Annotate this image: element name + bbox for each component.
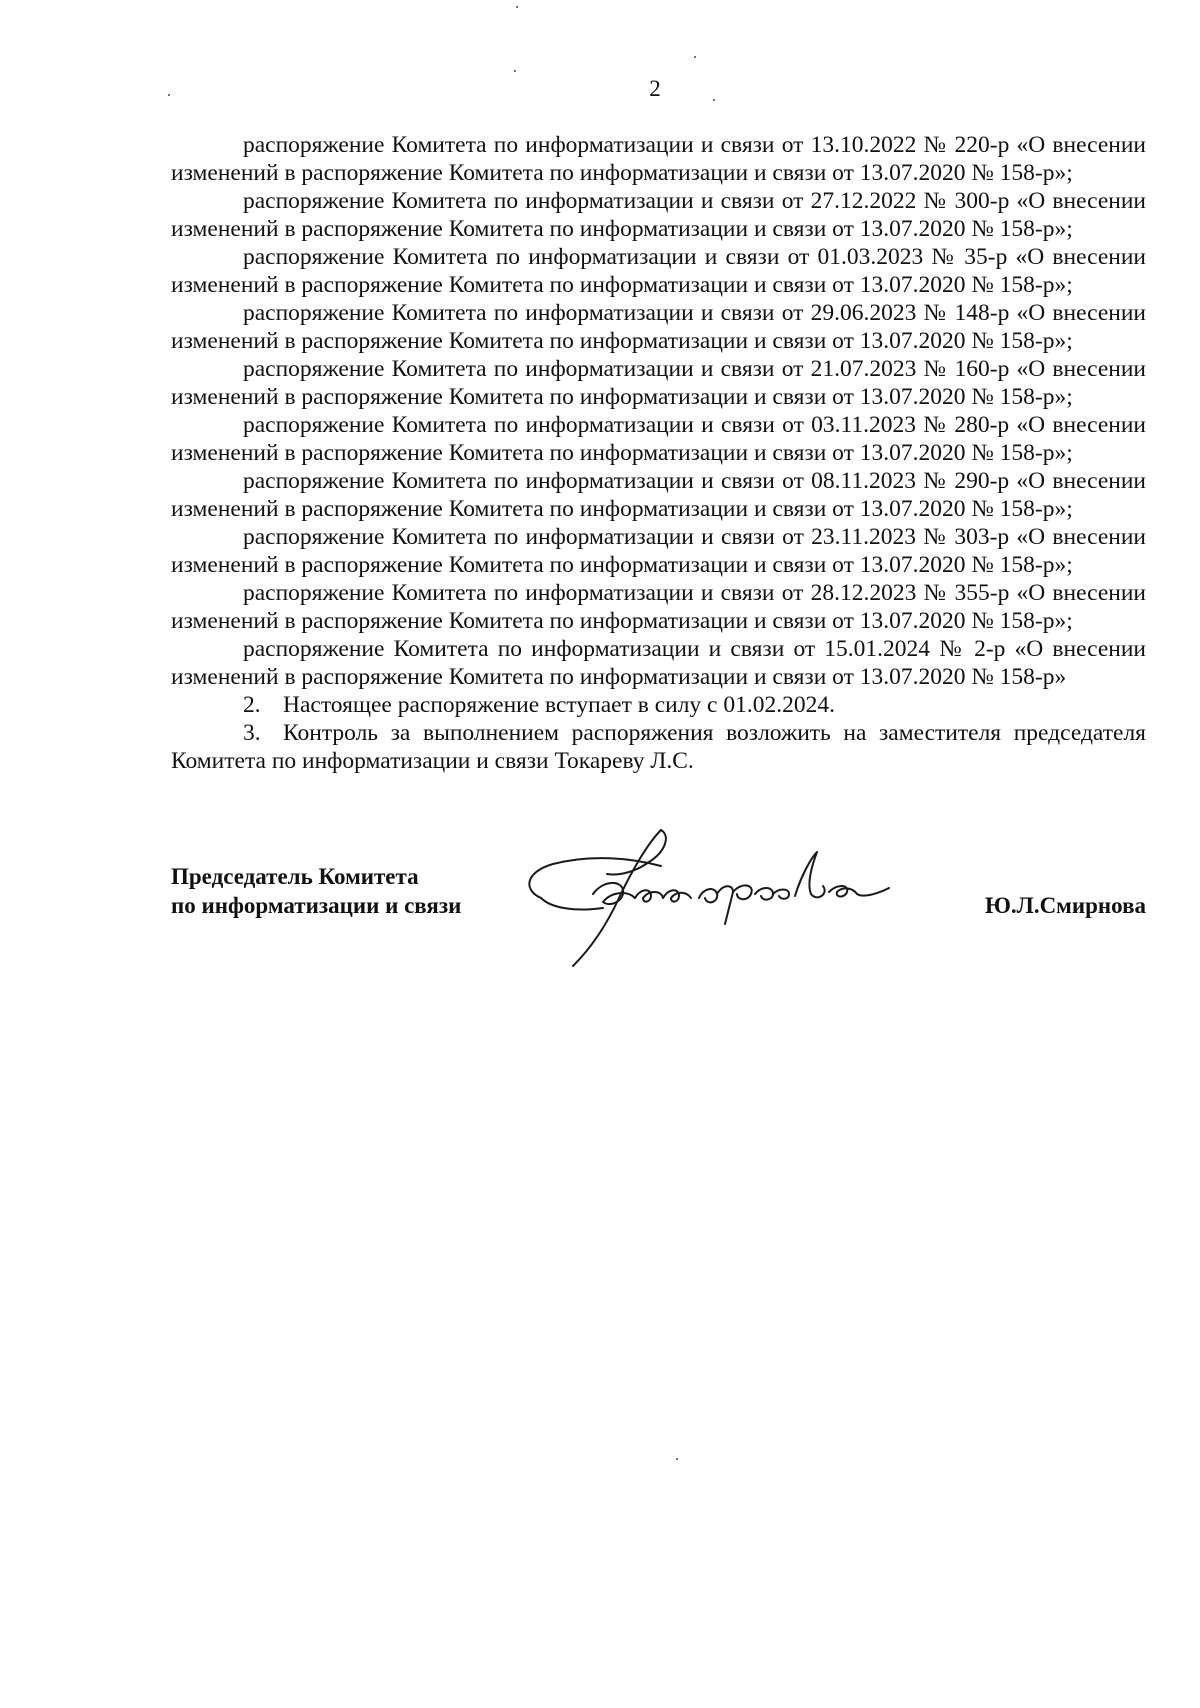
order-text-second: изменений в распоряжение Комитета по информатизации и связи от 13.07.2020 № 158-р»; [171,496,1073,522]
order-text-first: распоряжение Комитета по информатизации и связи от 29.06.2023 № 148-р «О внесении [243,300,1146,326]
order-text-first: распоряжение Комитета по информатизации и связи от 28.12.2023 № 355-р «О внесении [243,580,1146,606]
order-8 [171,579,1146,635]
order-text-first: распоряжение Комитета по информатизации и связи от 13.10.2022 № 220-р «О внесении [243,132,1146,158]
order-text-second: изменений в распоряжение Комитета по информатизации и связи от 13.07.2020 № 158-р»; [171,552,1073,578]
order-5 [171,411,1146,467]
item-number: 3. [243,720,261,746]
handwritten-signature [511,828,891,978]
scan-speck [676,1458,678,1460]
item-3 [171,719,1146,775]
signature-block [171,862,1146,982]
item-number: 2. [243,692,261,718]
signatory-title-line2: по информатизации и связи [171,893,462,918]
order-text-second: изменений в распоряжение Комитета по информатизации и связи от 13.07.2020 № 158-р»; [171,328,1073,354]
order-text-second: изменений в распоряжение Комитета по информатизации и связи от 13.07.2020 № 158-р»; [171,608,1073,634]
signatory-name: Ю.Л.Смирнова [985,893,1146,918]
order-text-first: распоряжение Комитета по информатизации и связи от 08.11.2023 № 290-р «О внесении [243,468,1146,494]
item-text: Настоящее распоряжение вступает в силу с 01.02.2024. [283,692,835,718]
order-text-first: распоряжение Комитета по информатизации и связи от 21.07.2023 № 160-р «О внесении [243,356,1146,382]
signatory-title [171,862,461,920]
order-7 [171,523,1146,579]
order-2 [171,243,1146,299]
signatory-title-line1: Председатель Комитета [171,864,419,889]
scan-speck [516,6,518,8]
order-0 [171,131,1146,187]
order-text-first: распоряжение Комитета по информатизации и связи от 23.11.2023 № 303-р «О внесении [243,524,1146,550]
order-text-second: изменений в распоряжение Комитета по информатизации и связи от 13.07.2020 № 158-р»; [171,160,1073,186]
item-2 [171,691,1146,719]
order-4 [171,355,1146,411]
order-text-first: распоряжение Комитета по информатизации и связи от 15.01.2024 № 2-р «О внесении [243,636,1146,662]
order-9 [171,635,1146,691]
document-body [171,131,1146,775]
order-text-second: изменений в распоряжение Комитета по информатизации и связи от 13.07.2020 № 158-р»; [171,440,1073,466]
order-6 [171,467,1146,523]
scan-speck [694,56,696,58]
order-3 [171,299,1146,355]
page-number: 2 [649,76,661,101]
order-text-second: изменений в распоряжение Комитета по информатизации и связи от 13.07.2020 № 158-р»; [171,272,1073,298]
order-text-second: изменений в распоряжение Комитета по информатизации и связи от 13.07.2020 № 158-р» [171,664,1067,690]
order-text-first: распоряжение Комитета по информатизации и связи от 01.03.2023 № 35-р «О внесении [243,244,1146,270]
order-text-first: распоряжение Комитета по информатизации и связи от 03.11.2023 № 280-р «О внесении [243,412,1146,438]
order-text-first: распоряжение Комитета по информатизации и связи от 27.12.2022 № 300-р «О внесении [243,188,1146,214]
order-text-second: изменений в распоряжение Комитета по информатизации и связи от 13.07.2020 № 158-р»; [171,384,1073,410]
order-1 [171,187,1146,243]
order-text-second: изменений в распоряжение Комитета по информатизации и связи от 13.07.2020 № 158-р»; [171,216,1073,242]
item-text: Контроль за выполнением распоряжения возложить на заместителя председателя Комитета по информатизации и связи Токареву Л.С. [171,720,1146,774]
scan-speck [514,70,516,72]
